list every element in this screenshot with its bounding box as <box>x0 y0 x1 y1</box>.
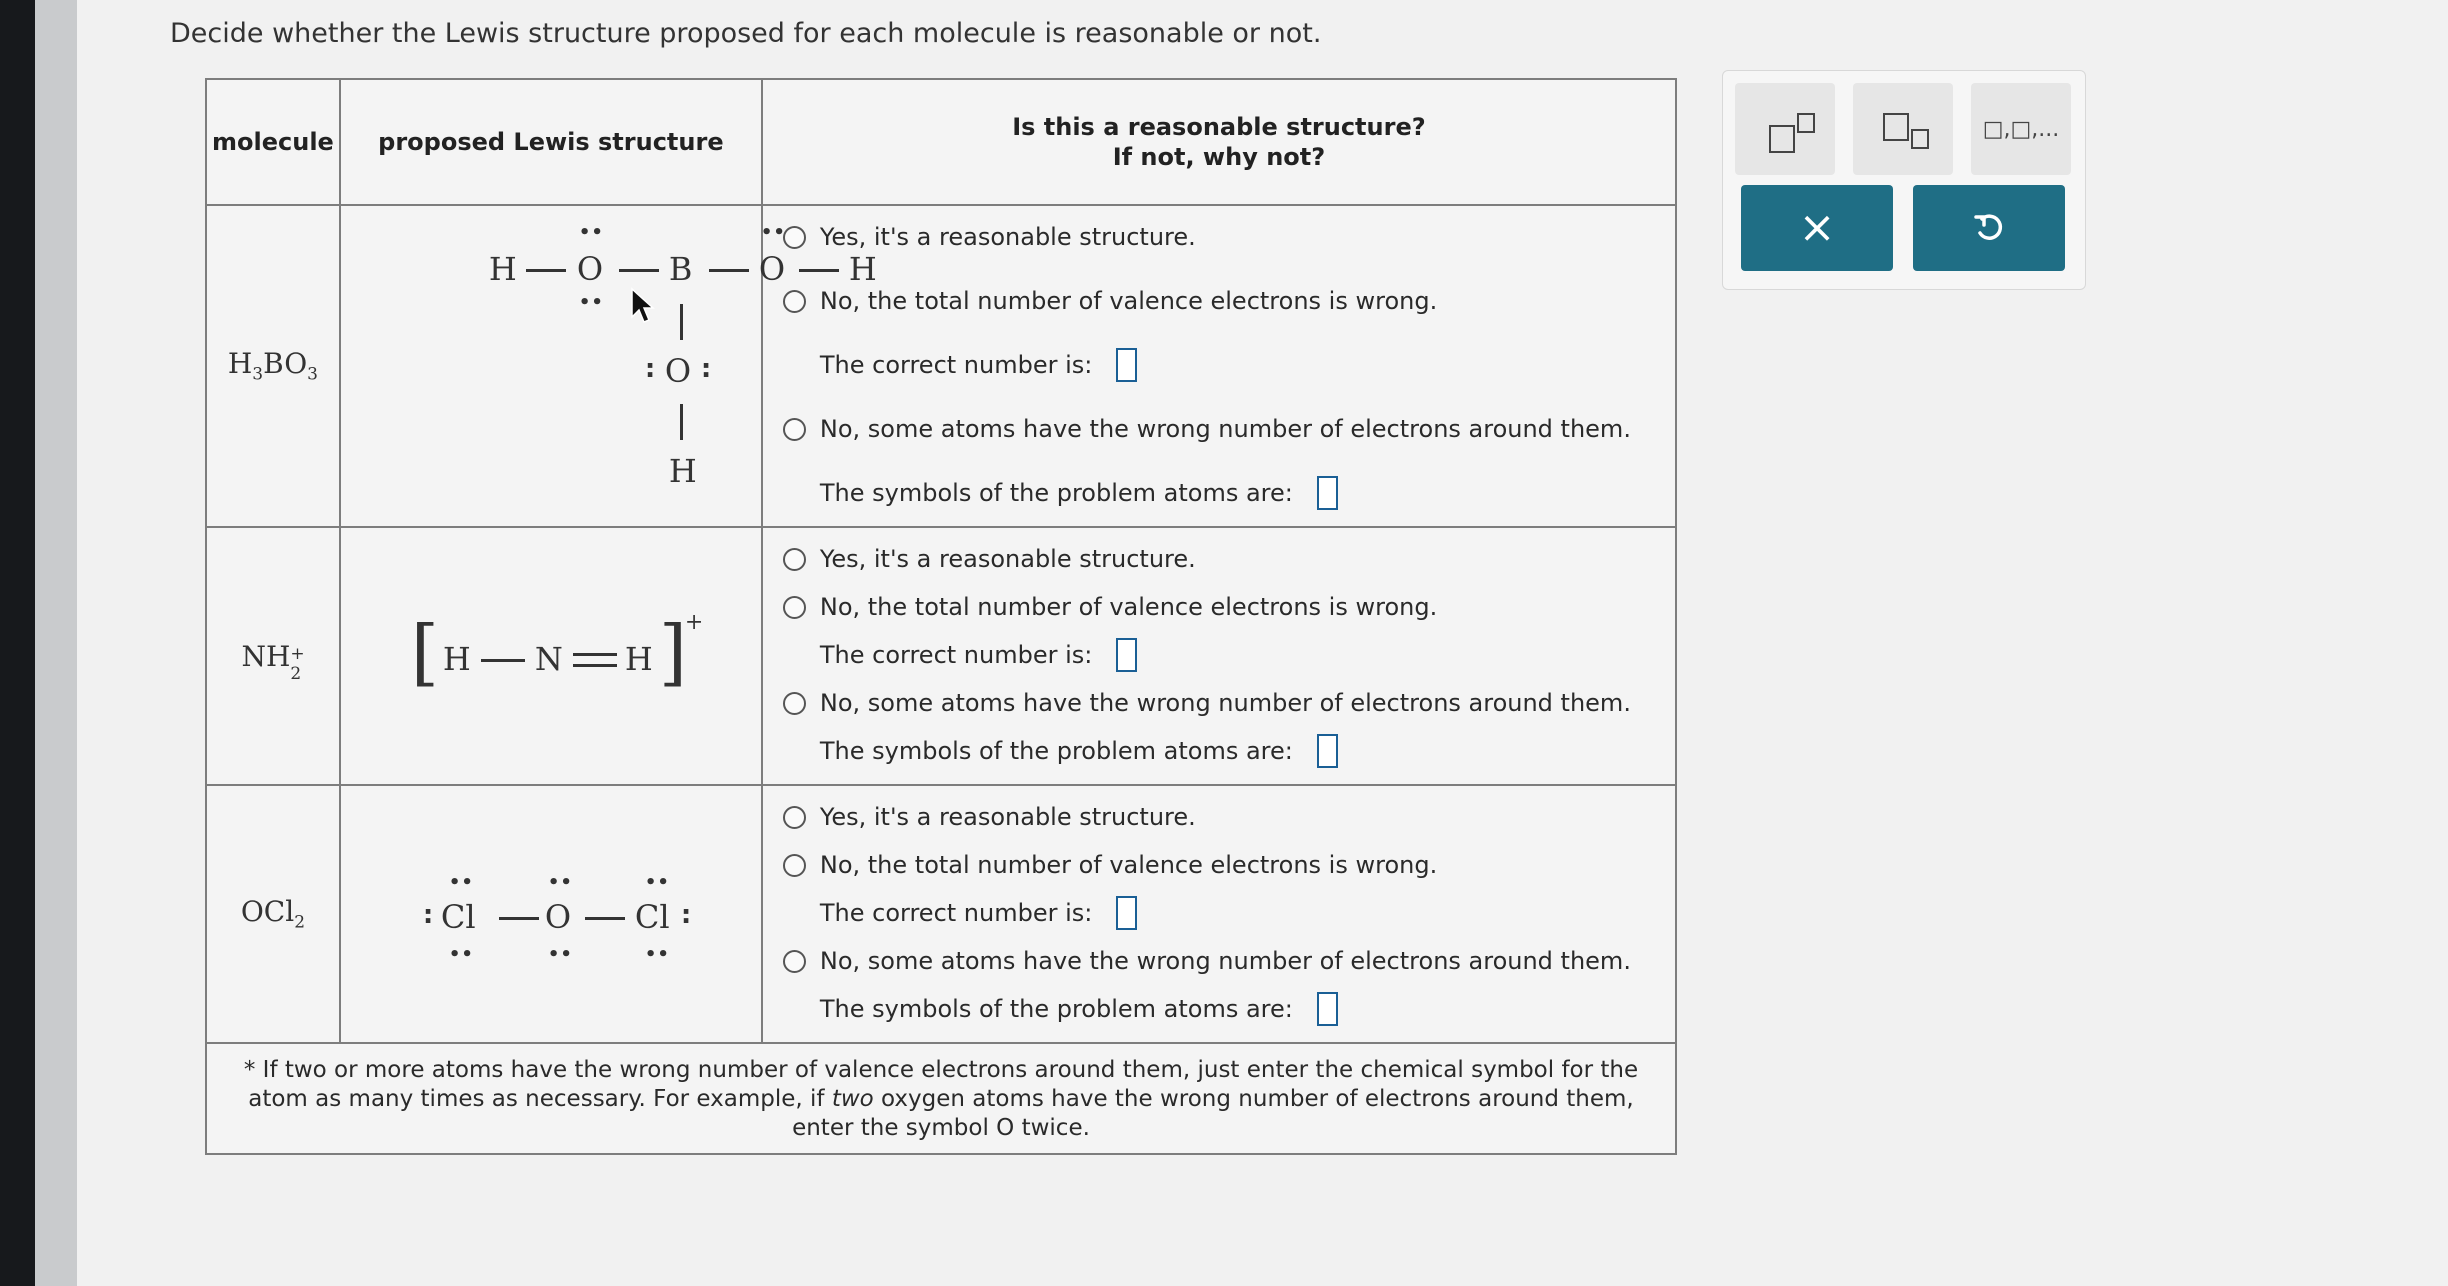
header-lewis: proposed Lewis structure <box>340 79 762 205</box>
radio-button[interactable] <box>783 548 806 571</box>
problem-atoms-input[interactable] <box>1317 476 1338 510</box>
atom-o: O <box>544 898 572 936</box>
radio-button[interactable] <box>783 806 806 829</box>
subscript-button[interactable] <box>1853 83 1953 175</box>
correct-number-row: The correct number is: <box>820 636 1655 674</box>
problem-atoms-input[interactable] <box>1317 734 1338 768</box>
option-no-total[interactable]: No, the total number of valence electrons is wrong. <box>783 846 1655 884</box>
atom-o: O <box>758 250 786 288</box>
option-yes[interactable]: Yes, it's a reasonable structure. <box>783 218 1655 256</box>
option-yes[interactable]: Yes, it's a reasonable structure. <box>783 798 1655 836</box>
radio-button[interactable] <box>783 226 806 249</box>
atom-h: H <box>442 640 471 678</box>
option-no-atoms[interactable]: No, some atoms have the wrong number of electrons around them. <box>783 942 1655 980</box>
bracket-open: [ <box>410 610 439 694</box>
close-icon: × <box>1798 202 1836 253</box>
superscript-button[interactable] <box>1735 83 1835 175</box>
option-no-total[interactable]: No, the total number of valence electrons is wrong. <box>783 588 1655 626</box>
single-bond <box>619 269 659 272</box>
atom-n: N <box>534 640 563 678</box>
problem-atoms-input[interactable] <box>1317 992 1338 1026</box>
lone-pair: : <box>680 900 692 930</box>
option-no-atoms[interactable]: No, some atoms have the wrong number of electrons around them. <box>783 410 1655 448</box>
list-button[interactable] <box>1971 83 2071 175</box>
lone-pair: •• <box>448 872 474 893</box>
lewis-structure-table <box>205 78 1677 1155</box>
radio-button[interactable] <box>783 596 806 619</box>
lone-pair: : <box>644 354 656 384</box>
instruction-text: Decide whether the Lewis structure proposed for each molecule is reasonable or not. <box>170 18 1322 49</box>
lone-pair: •• <box>644 944 670 965</box>
problem-atoms-row: The symbols of the problem atoms are: <box>820 990 1655 1028</box>
lone-pair: : <box>700 354 712 384</box>
undo-icon <box>1972 209 2006 247</box>
lone-pair: •• <box>547 872 573 893</box>
atom-b: B <box>668 250 693 288</box>
molecule-nh2-plus: NH + 2 <box>206 527 340 785</box>
undo-button[interactable] <box>1913 185 2065 271</box>
charge-plus: + <box>684 610 704 635</box>
single-bond <box>481 659 525 662</box>
atom-h: H <box>848 250 877 288</box>
single-bond <box>526 269 566 272</box>
double-bond-line <box>573 653 617 656</box>
atom-o: O <box>664 352 692 390</box>
single-bond <box>709 269 749 272</box>
radio-button[interactable] <box>783 854 806 877</box>
option-no-total[interactable]: No, the total number of valence electrons is wrong. <box>783 282 1655 320</box>
mouse-cursor-icon <box>630 287 656 327</box>
problem-atoms-row: The symbols of the problem atoms are: <box>820 474 1655 512</box>
correct-number-row: The correct number is: <box>820 894 1655 932</box>
problem-atoms-row: The symbols of the problem atoms are: <box>820 732 1655 770</box>
correct-number-row: The correct number is: <box>820 346 1655 384</box>
clear-button[interactable] <box>1741 185 1893 271</box>
radio-button[interactable] <box>783 290 806 313</box>
lone-pair: •• <box>760 222 786 243</box>
correct-number-input[interactable] <box>1116 638 1137 672</box>
atom-h: H <box>668 452 697 490</box>
answer-cell-nh2-plus <box>762 527 1676 785</box>
single-bond <box>799 269 839 272</box>
radio-button[interactable] <box>783 692 806 715</box>
lone-pair: •• <box>578 222 604 243</box>
lone-pair: •• <box>448 944 474 965</box>
header-molecule: molecule <box>206 79 340 205</box>
table-row <box>206 785 1676 1043</box>
lone-pair: •• <box>644 872 670 893</box>
atom-o: O <box>576 250 604 288</box>
atom-cl: Cl <box>440 898 476 936</box>
table-header-row <box>206 79 1676 205</box>
lone-pair: •• <box>547 944 573 965</box>
answer-cell-ocl2 <box>762 785 1676 1043</box>
option-yes[interactable]: Yes, it's a reasonable structure. <box>783 540 1655 578</box>
table-row <box>206 527 1676 785</box>
window-edge-dark <box>0 0 35 1286</box>
correct-number-input[interactable] <box>1116 896 1137 930</box>
table-row <box>206 205 1676 527</box>
header-question-line1: Is this a reasonable structure? <box>1012 113 1426 141</box>
lewis-structure-nh2-plus <box>340 527 762 785</box>
window-edge-light <box>35 0 77 1286</box>
subscript-icon <box>1883 113 1909 141</box>
answer-cell-h3bo3 <box>762 205 1676 527</box>
math-tool-panel <box>1722 70 2086 290</box>
header-question <box>762 79 1676 205</box>
correct-number-input[interactable] <box>1116 348 1137 382</box>
lone-pair: : <box>422 900 434 930</box>
atom-h: H <box>624 640 653 678</box>
single-bond <box>585 917 625 920</box>
lewis-structure-h3bo3 <box>340 205 877 527</box>
single-bond-vertical <box>680 304 683 340</box>
molecule-ocl2: OCl$_2$ <box>206 785 340 1043</box>
single-bond-vertical <box>680 404 683 440</box>
superscript-icon <box>1769 125 1795 153</box>
radio-button[interactable] <box>783 418 806 441</box>
option-no-atoms[interactable]: No, some atoms have the wrong number of electrons around them. <box>783 684 1655 722</box>
single-bond <box>499 917 539 920</box>
double-bond-line <box>573 664 617 667</box>
atom-cl: Cl <box>634 898 670 936</box>
list-icon: □,□,... <box>1982 116 2060 142</box>
molecule-h3bo3: $H_3BO_3$ <box>206 205 340 527</box>
bracket-close: ] <box>658 610 687 694</box>
header-question-line2: If not, why not? <box>1112 143 1326 171</box>
lone-pair: •• <box>578 292 604 313</box>
footnote: * If two or more atoms have the wrong number of valence electrons around them, just enter the chemical symbol for the atom as many times as necessary. For example, if two oxygen atoms have the wrong number of electrons around them, enter the symbol O twice. <box>206 1043 1676 1154</box>
atom-h: H <box>488 250 517 288</box>
radio-button[interactable] <box>783 950 806 973</box>
footnote-row <box>206 1043 1676 1154</box>
lewis-structure-ocl2 <box>340 785 762 1043</box>
